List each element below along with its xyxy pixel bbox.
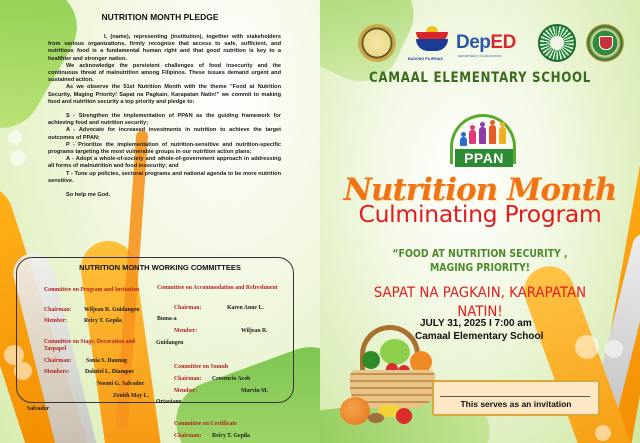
nutrition-month-title: Nutrition Month — [343, 172, 617, 208]
culminating-program-title: Culminating Program — [358, 200, 602, 228]
pledge-item: A - Adopt a whole-of-society and whole-of-government approach in addressing all forms of malnutrition and food insecurity; and — [48, 156, 281, 170]
chairman-label: Chairman: — [44, 358, 72, 364]
member-name: Marvin M. — [241, 388, 269, 394]
chairman-name: Wiljean R. Guidangen — [84, 307, 140, 313]
theme-line-1: “FOOD AT NUTRITION SECURITY , MAGING PRIORITY! — [392, 247, 568, 274]
pledge-paragraph: We acknowledge the persistent challenges of food insecurity and the continuous threat of malnutrition among Filipinos. These issues demand urgent and sustained action. — [48, 62, 281, 84]
invitation-banner — [432, 380, 600, 416]
chairman-name: Cresencio Acob — [212, 376, 251, 382]
pledge-title: NUTRITION MONTH PLEDGE — [101, 12, 219, 22]
bokeh-light — [575, 335, 599, 359]
pledge-paragraph: As we observe the 51st Nutrition Month with the theme "Food at Nutrition Security, Maging Priority! Sapat na Pagkain, Karapatan Natin!" we commit to making food and nutrition security a top priority and pledge to: — [48, 84, 281, 105]
pledge-item: S - Strengthen the implementation of PPAN as the guiding framework for achieving food and nutrition security; — [48, 113, 281, 127]
school-name: CAMAAL ELEMENTARY SCHOOL — [368, 70, 592, 86]
pledge-item: T - Tune up policies, sectoral programs and national agenda to be more nutrition sensitive. — [48, 170, 281, 184]
member-name: Salvador — [27, 406, 50, 412]
member-label: Member: — [44, 318, 68, 324]
chairman-label: Chairman: — [174, 305, 202, 311]
chairman-label: Chairman: — [174, 433, 202, 439]
chairman-name: Reicy T. Gepila — [212, 433, 250, 439]
committees-title: NUTRITION MONTH WORKING COMMITTEES — [79, 263, 241, 272]
member-label: Member: — [174, 388, 198, 394]
pledge-paragraph: I, (name), representing (institution), together with stakeholders from various organizations, firmly recognize that access to safe, sufficient, and nutritious food is a fundamental human right and that good nutrition is key to a healthier and stronger nation. — [48, 34, 281, 62]
committee-certificate-heading: Committee on Certificate — [174, 421, 237, 427]
deped-logo-icon: DepED — [456, 32, 516, 53]
chairman-label: Chairman: — [44, 307, 72, 313]
doh-seal-icon — [586, 24, 624, 62]
pledge-item: P - Prioritize the implementation of nutrition-sensitive and nutrition-specific programs targeting the most vulnerable groups in our nutrition action plans; — [48, 141, 281, 156]
logo-row — [350, 22, 620, 64]
ppan-label: PPAN — [455, 149, 513, 167]
member-name: Noemi G. Salvador — [97, 381, 145, 387]
bokeh-light — [8, 130, 22, 144]
bokeh-light — [595, 425, 611, 441]
pledge-item: A - Advocate for increased investments in nutrition to achieve the target outcomes of PPAN; — [48, 127, 281, 141]
member-name-cont: Guidangen — [156, 340, 184, 346]
pledge-closing: So help me God. — [66, 192, 111, 199]
vegetable-basket-illustration — [340, 325, 440, 435]
member-name: Dahziel L. Diampoc — [85, 369, 135, 375]
committee-sounds-heading: Committee on Sounds — [174, 364, 229, 370]
bagong-pilipinas-icon: BAGONG PILIPINAS — [412, 26, 452, 56]
ppan-logo-icon — [448, 112, 520, 170]
member-name: Zenith May L. — [113, 393, 149, 399]
chairman-label: Chairman: — [174, 376, 202, 382]
deped-subtitle: DEPARTMENT OF EDUCATION — [458, 54, 502, 58]
school-seal-icon — [358, 24, 396, 62]
member-name-cont: Ortaviano — [156, 399, 182, 405]
banner-divider — [440, 396, 590, 397]
member-name: Reicy T. Gepila — [84, 318, 122, 324]
nutrition-council-seal-icon — [538, 24, 576, 62]
pledge-text — [48, 34, 281, 199]
chairman-name: Karen Anne L. — [227, 305, 264, 311]
committee-accommodation-heading: Committee on Accommodation and Refreshment — [157, 285, 278, 291]
bokeh-light — [605, 340, 623, 358]
event-venue: Camaal Elementary School — [415, 331, 544, 342]
invitation-text: This serves as an invitation — [460, 399, 572, 409]
members-label: Members: — [44, 369, 70, 375]
committee-stage-heading: Committee on Stage, Decoration and Tarpapel — [44, 339, 135, 352]
chairman-name: Sonia S. Dannug — [86, 358, 128, 364]
theme-line-2: SAPAT NA PAGKAIN, KARAPATAN NATIN! — [373, 285, 587, 320]
member-label: Member: — [174, 328, 198, 334]
bokeh-light — [10, 150, 26, 166]
chairman-name-cont: Buma-a — [157, 316, 177, 322]
member-name: Wiljean R. — [241, 328, 268, 334]
committee-program-heading: Committee on Program and Invitation — [44, 287, 140, 293]
event-date-time: JULY 31, 2025 I 7:00 am — [420, 318, 532, 329]
